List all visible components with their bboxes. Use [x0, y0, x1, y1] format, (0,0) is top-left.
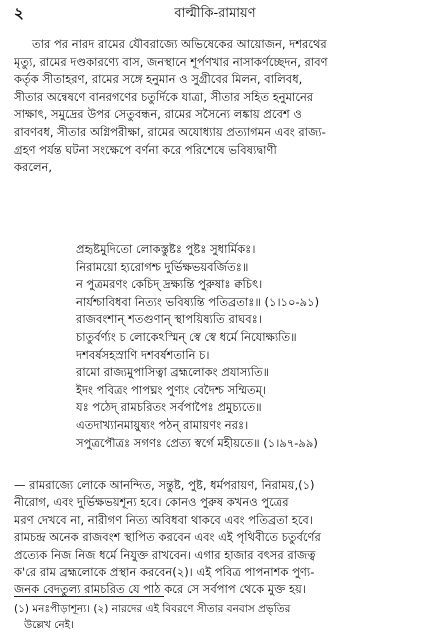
verse-line: ন পুত্রমরণং কেচিদ্ দ্রক্ষ্যন্তি পুরুষাঃ ক্বচিৎ। [76, 277, 263, 292]
text-line: ক'রে রাম ব্রহ্মলোকে প্রস্থান করবেন(২)। এই পবিত্র পাপনাশক পুণ্য- [14, 565, 315, 580]
verse-line: প্রহৃষ্টমুদিতো লোকস্তুষ্টঃ পুষ্টঃ সুধার্মিকঃ। [76, 242, 256, 256]
text-line: করলেন, [14, 160, 53, 175]
text-line: — রামরাজ্যে লোকে আনন্দিত, সন্তুষ্ট, পুষ্ট, ধর্মপরায়ণ, নিরাময়,(১) [14, 478, 315, 492]
text-line: মৃত্যু, রামের দণ্ডকারণ্যে বাস, জনস্থানে শূর্পণখার নাসাকর্ণচ্ছেদন, রাবণ [14, 54, 328, 69]
verse-line: এতদাখ্যানমায়ুষ্যং পঠন্ রামায়ণং নরঃ। [76, 417, 249, 432]
text-line: প্রত্যেক নিজ নিজ ধর্মে নিযুক্ত রাখবেন। এগার হাজার বৎসর রাজত্ব [14, 547, 316, 562]
footnote-divider [14, 596, 164, 597]
text-line: তার পর নারদ রামের যৌবরাজ্যে অভিষেকের আয়োজন, দশরথের [32, 37, 327, 51]
verse-line: ইদং পবিত্রং পাপঘ্নং পুণ্যং বেদৈশ্চ সম্মিতম্। [76, 382, 267, 397]
text-line: জনক বেদতুল্য রামচরিত যে পাঠ করে সে সর্বপাপ থেকে মুক্ত হয়। [14, 582, 306, 597]
verse-line: রাজবংশান্ শতগুণান্ স্থাপয়িষ্যতি রাঘবঃ। [76, 312, 262, 327]
verse-line: নার্যশ্চাবিধবা নিত্যং ভবিষ্যন্তি পতিব্রতাঃ॥ (১।১০-৯১) [76, 294, 320, 309]
running-title: বাল্মীকি-রামায়ণ [174, 6, 256, 21]
verse-line: যঃ পঠেদ্ রামচরিতং সর্বপাপৈঃ প্রমুচ্যতে॥ [76, 400, 262, 415]
verse-line: চাতুর্বর্ণ্যং চ লোকেঽস্মিন্ স্বে স্বে ধর্মে নিযোক্ষ্যতি॥ [76, 329, 297, 344]
verse-line: সপুত্রপৌত্রঃ সগণঃ প্রেত্য স্বর্গে মহীয়তে॥ (১।৯৭-৯৯) [76, 435, 318, 450]
page-header [12, 2, 418, 24]
footnote-line: (১) মনঃপীড়াশূন্য। (২) নারদের এই বিবরণে সীতার বনবাস প্রভৃতির [14, 603, 291, 615]
intro-paragraph [14, 36, 416, 177]
text-line: সাক্ষাৎ, সমুদ্রের উপর সেতুবন্ধন, রামের সসৈন্যে লঙ্কায় প্রবেশ ও [14, 107, 302, 122]
page-number: ২ [14, 4, 24, 22]
sanskrit-verses [76, 241, 416, 452]
text-line: রাবণবধ, সীতার অগ্নিপরীক্ষা, রামের অযোধ্যায় প্রত্যাগমন এবং রাজ্য- [14, 124, 326, 139]
text-line: কর্তৃক সীতাহরণ, রামের সঙ্গে হনুমান ও সুগ্রীবের মিলন, বালিবধ, [14, 72, 303, 87]
text-line: মরণ দেখবে না, নারীগণ নিত্য অবিধবা থাকবে এবং পতিব্রতা হবে। [14, 512, 313, 527]
verse-line: দশবর্ষসহস্রাণি দশবর্ষশতানি চ। [76, 347, 210, 362]
verse-line: রামো রাজ্যমুপাসিত্বা ব্রহ্মলোকং প্রযাস্যতি॥ [76, 365, 270, 380]
footnotes [14, 601, 416, 633]
text-line: নীরোগ, এবং দুর্ভিক্ষভয়শূন্য হবে। কোনও পুরুষ কখনও পুত্রের [14, 495, 289, 510]
text-line: গ্রহণ পর্যন্ত ঘটনা সংক্ষেপে বর্ণনা করে পরিশেষে ভবিষ্যদ্বাণী [14, 142, 277, 157]
text-line: সীতার অন্বেষণে বানরগণের চতুর্দিকে যাত্রা, সীতার সহিত হনুমানের [14, 89, 314, 104]
text-line: রামচন্দ্র অনেক রাজবংশ স্থাপিত করবেন এবং এই পৃথিবীতে চতুর্বর্ণের [14, 530, 321, 545]
footnote-line: উল্লেখ নেই। [24, 619, 74, 631]
commentary-paragraph [14, 477, 416, 599]
verse-line: নিরাময়ো হ্যরোগশ্চ দুর্ভিক্ষভয়বর্জিতঃ॥ [76, 259, 249, 274]
